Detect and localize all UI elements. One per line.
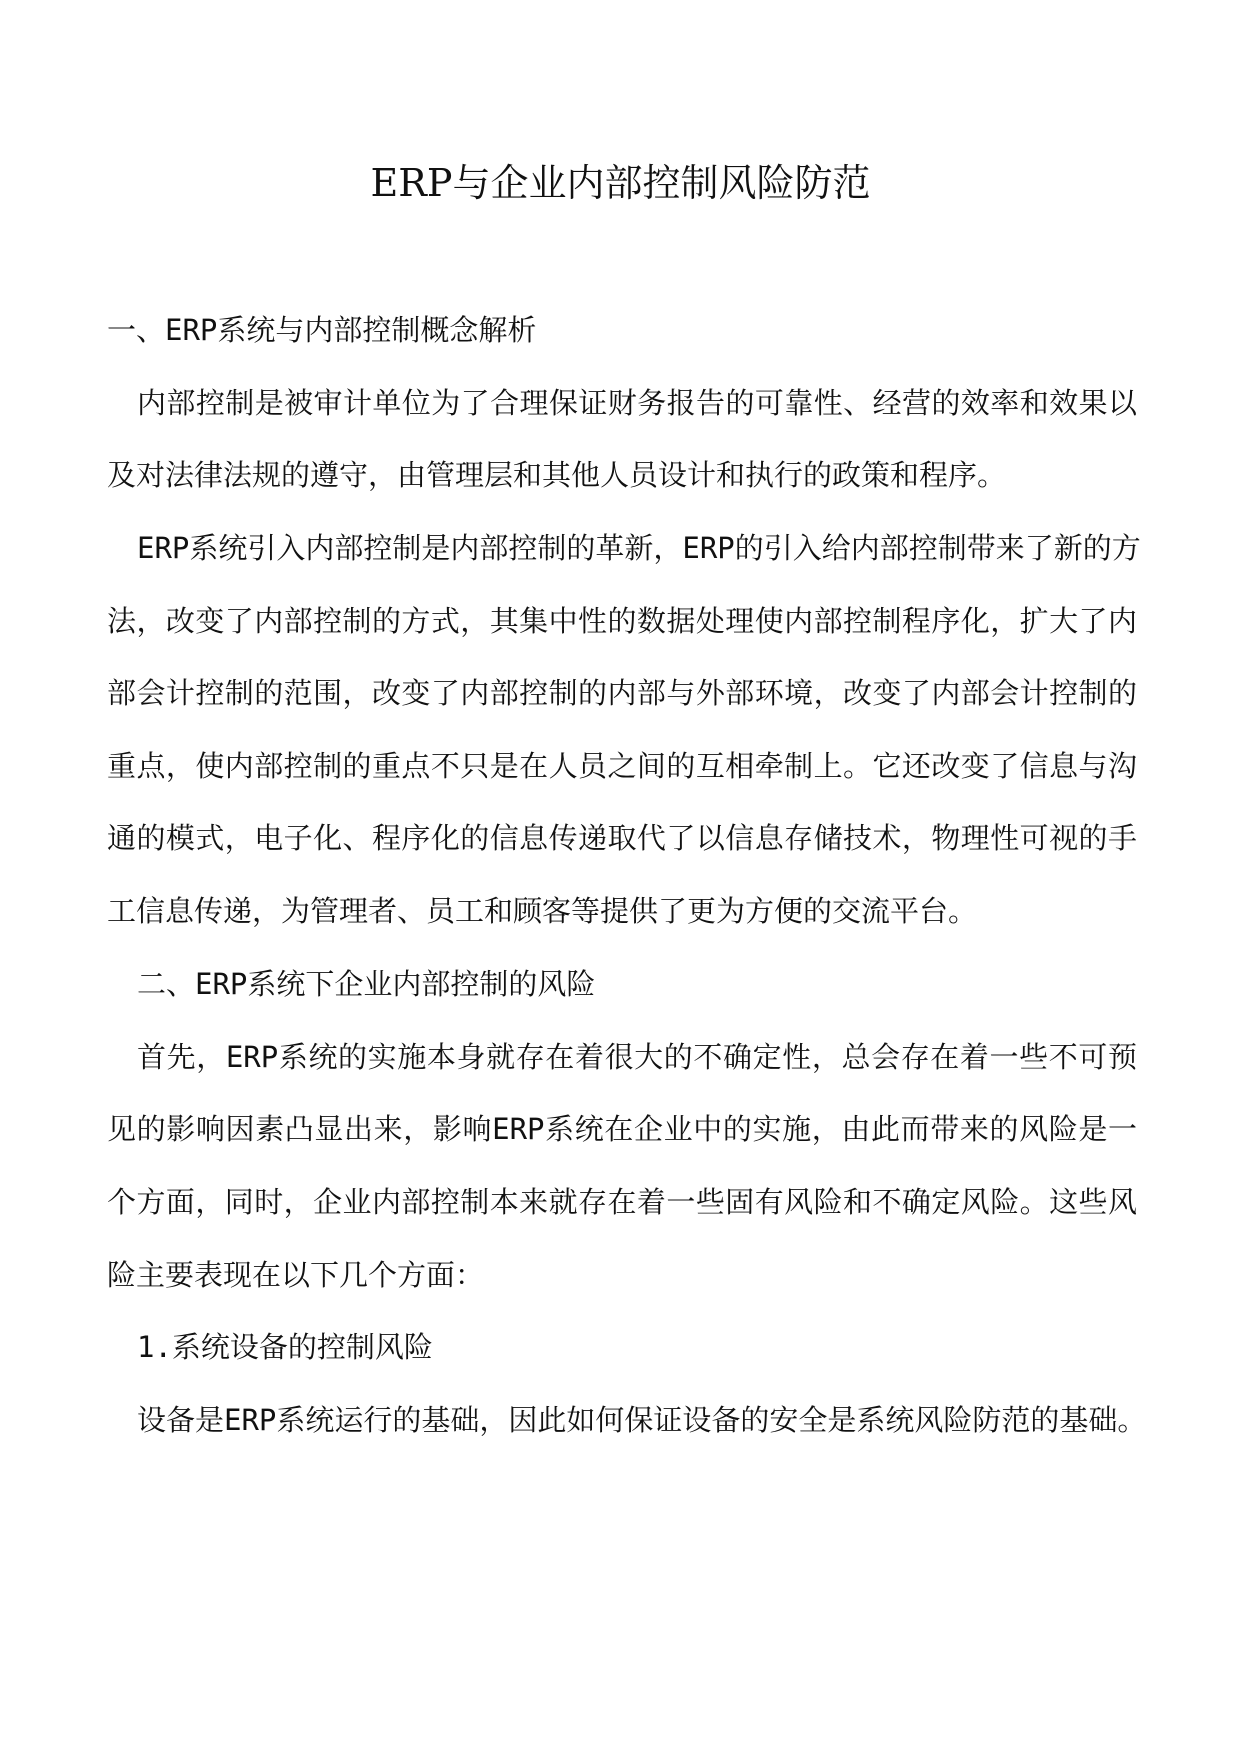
paragraph-line: ERP系统引入内部控制是内部控制的革新，ERP的引入给内部控制带来了新的方 <box>137 531 1141 565</box>
paragraph-line: 通的模式，电子化、程序化的信息传递取代了以信息存储技术，物理性可视的手 <box>107 821 1137 855</box>
paragraph-line: 内部控制是被审计单位为了合理保证财务报告的可靠性、经营的效率和效果以 <box>137 386 1137 420</box>
section-heading-2: 二、ERP系统下企业内部控制的风险 <box>137 967 596 1001</box>
paragraph-line: 重点，使内部控制的重点不只是在人员之间的互相牵制上。它还改变了信息与沟 <box>107 749 1137 783</box>
document-title: ERP与企业内部控制风险防范 <box>370 161 871 205</box>
paragraph-line: 险主要表现在以下几个方面： <box>107 1258 485 1292</box>
paragraph-line: 首先，ERP系统的实施本身就存在着很大的不确定性，总会存在着一些不可预 <box>137 1040 1137 1074</box>
section-heading-1: 一、ERP系统与内部控制概念解析 <box>107 313 537 347</box>
paragraph-line: 设备是ERP系统运行的基础，因此如何保证设备的安全是系统风险防范的基础。 <box>137 1403 1147 1437</box>
paragraph-line: 法，改变了内部控制的方式，其集中性的数据处理使内部控制程序化，扩大了内 <box>107 604 1137 638</box>
paragraph-line: 个方面，同时，企业内部控制本来就存在着一些固有风险和不确定风险。这些风 <box>107 1185 1137 1219</box>
paragraph-line: 见的影响因素凸显出来，影响ERP系统在企业中的实施，由此而带来的风险是一 <box>107 1112 1137 1146</box>
paragraph-line: 部会计控制的范围，改变了内部控制的内部与外部环境，改变了内部会计控制的 <box>107 676 1137 710</box>
paragraph-line: 及对法律法规的遵守，由管理层和其他人员设计和执行的政策和程序。 <box>107 458 1007 492</box>
subsection-heading: 1.系统设备的控制风险 <box>137 1330 433 1364</box>
paragraph-line: 工信息传递，为管理者、员工和顾客等提供了更为方便的交流平台。 <box>107 894 978 928</box>
